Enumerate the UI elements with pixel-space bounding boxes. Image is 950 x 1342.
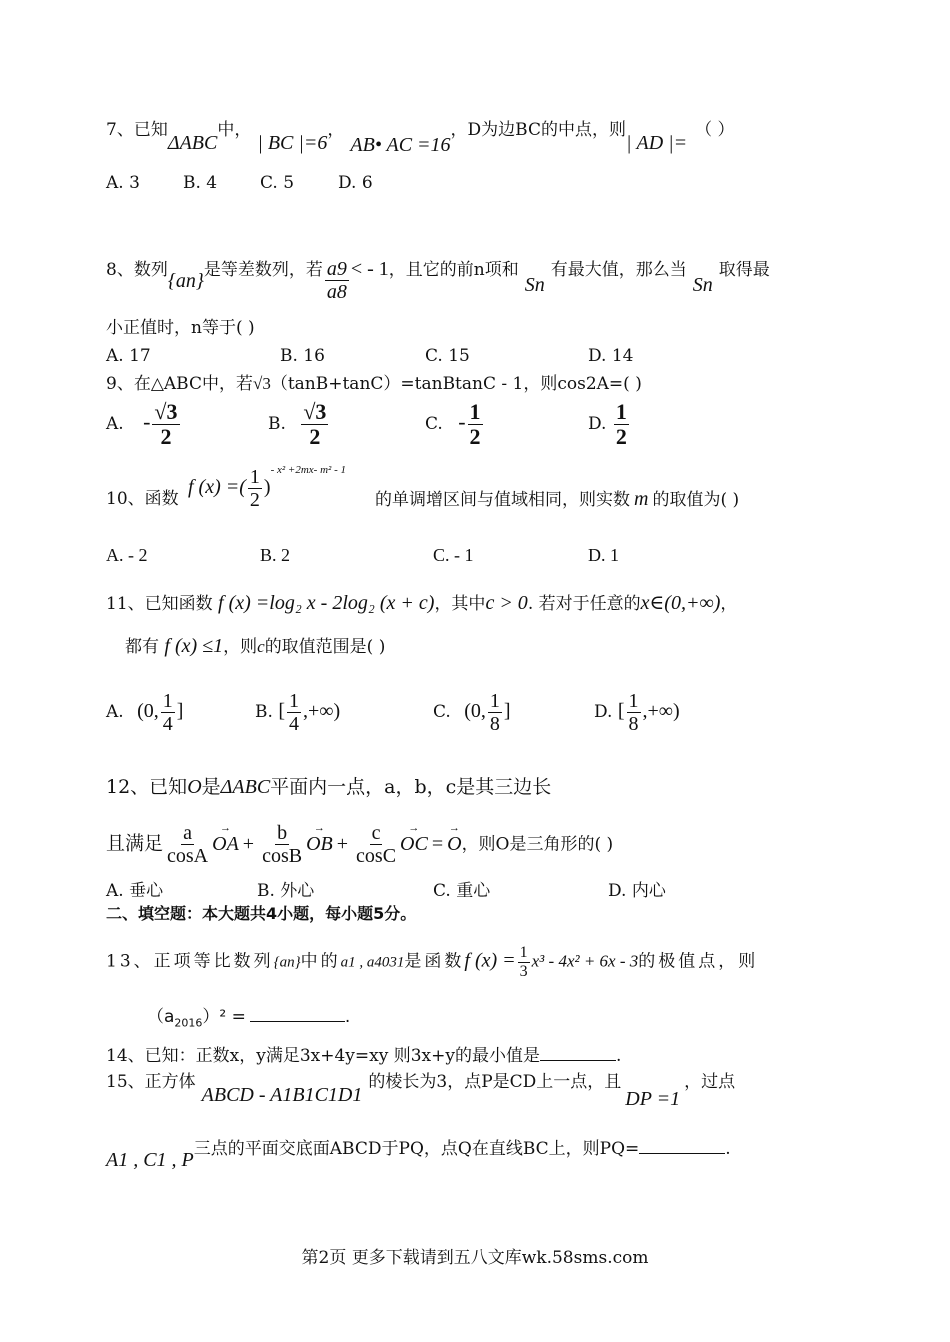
q15-line-2: [106, 1137, 731, 1171]
q10-half-num: 1: [249, 466, 260, 488]
q11-text-3: ，: [720, 594, 738, 614]
q9-a-fraction: [152, 400, 179, 449]
q9-c-sign: -: [458, 409, 466, 435]
q12-vec-zero: → O: [447, 833, 461, 855]
q12-l2-text: 且满足: [106, 832, 164, 855]
q7-dot-product: AB• AC =16: [350, 134, 451, 156]
q10-option-b: B. 2: [260, 545, 291, 565]
q9-b-den: 2: [309, 424, 321, 450]
q10-option-d: D. 1: [588, 545, 619, 565]
q11-c-fraction: [488, 690, 502, 735]
q14-text: 14、已知：正数x，y满足3x+4y=xy 则3x+y的最小值是: [106, 1046, 540, 1066]
q8-option-a: A. 17: [106, 346, 151, 366]
q8-option-d: D. 14: [588, 346, 634, 366]
q11-c-num: 1: [489, 690, 500, 712]
q9-option-a: [106, 400, 182, 449]
question-13: [106, 944, 758, 980]
q10-option-c: C. - 1: [433, 545, 474, 565]
q11-b-label: B.: [255, 702, 273, 722]
q10-text: 的单调增区间与值域相同，则实数: [375, 490, 630, 510]
q13-sequence: {an}: [273, 954, 301, 971]
q8-prefix: 8、数列: [106, 260, 168, 280]
question-9: [106, 373, 642, 395]
q11-cond: c > 0: [485, 592, 528, 614]
q8-text: 是等差数列，若: [203, 260, 323, 280]
q15-text-2: ，过点: [684, 1072, 736, 1092]
q13-period: .: [344, 1007, 351, 1027]
question-11: [106, 592, 737, 615]
q9-c-label: C.: [425, 414, 443, 435]
q9-b-fraction: [301, 400, 328, 449]
q11-option-b: [255, 690, 340, 735]
q11-option-a: [106, 690, 183, 735]
q7-option-c: C. 5: [260, 173, 295, 193]
q12-fc-den: cosC: [356, 845, 397, 867]
q11-prefix: 11、已知函数: [106, 594, 213, 614]
q11-d-den: 8: [628, 713, 639, 735]
q11-c-post: ]: [503, 700, 511, 722]
q11-text-2: . 若对于任意的: [527, 594, 641, 614]
q12-text-2: 平面内一点，a，b，c是其三边长: [270, 776, 552, 798]
q12-frac-b: [260, 822, 304, 867]
q9-a-sign: -: [143, 409, 151, 435]
q12-option-d: D. 内心: [608, 881, 666, 901]
q12-vec-ob: → OB: [306, 833, 333, 855]
q11-a-post: ]: [176, 700, 184, 722]
q11-c-pre: (0,: [464, 700, 486, 722]
q11-option-d: [594, 690, 680, 735]
q10-fx: f (x) =(: [188, 476, 246, 498]
q12-plus-2: +: [336, 832, 349, 855]
q12-fb-den: cosB: [262, 845, 303, 867]
q9-option-d: [588, 400, 631, 449]
q11-text: ，其中: [434, 594, 486, 614]
q11-d-pre: [: [617, 700, 625, 722]
q13-answer-blank[interactable]: [250, 1007, 345, 1022]
q15-dp: DP =1: [625, 1088, 681, 1110]
q9-a-label: A.: [106, 414, 124, 435]
q15-answer-blank[interactable]: [639, 1139, 725, 1154]
q9-c-den: 2: [469, 424, 481, 450]
q8-inequality: < - 1: [350, 258, 389, 280]
q12-option-b: B. 外心: [257, 881, 315, 901]
q12-fb-num: b: [277, 822, 288, 844]
q11-domain: x∈(0,+∞): [640, 592, 721, 614]
q13-subscript: 2016: [174, 1016, 203, 1030]
q8-sn: Sn: [524, 274, 545, 296]
q12-eq: =: [431, 832, 444, 855]
q12-fa-num: a: [183, 822, 193, 844]
q15-text: 的棱长为3，点P是CD上一点，且: [368, 1072, 622, 1092]
q11-l2-text-2: ，则: [223, 637, 258, 657]
q13-poly: x³ - 4x² + 6x - 3: [531, 951, 639, 971]
q12-o: O: [187, 776, 202, 798]
q12-prefix: 12、已知: [106, 776, 188, 798]
q7-text-2: ，D为边BC的中点，则: [450, 120, 626, 140]
q7-ad: | AD |=: [626, 132, 688, 154]
q11-c-label: C.: [433, 702, 451, 722]
q12-text: 是: [201, 776, 221, 798]
question-14: [106, 1045, 621, 1067]
q8-text-3: 有最大值，那么当: [550, 260, 687, 280]
q11-b-pre: [: [278, 700, 285, 722]
q9-d-label: D.: [588, 414, 607, 435]
q12-vec-oc: → OC: [400, 833, 428, 855]
q11-a-label: A.: [106, 702, 124, 722]
q10-half: [248, 466, 262, 511]
q12-line-2: [106, 822, 613, 867]
q13-text-2: 是函数: [404, 951, 465, 972]
q7-triangle: ΔABC: [167, 132, 218, 154]
q9-b-num: √3: [303, 399, 327, 424]
q13-l2-sq: ）² =: [202, 1007, 246, 1027]
q15-period: .: [725, 1139, 731, 1159]
q11-l2-ineq: f (x) ≤1: [164, 635, 224, 657]
q10-option-a: A. - 2: [106, 545, 148, 565]
q9-b-label: B.: [268, 414, 286, 435]
q8-text-2: ，且它的前n项和: [388, 260, 519, 280]
q9-a-num: √3: [154, 399, 178, 424]
q11-b-num: 1: [288, 690, 299, 712]
q11-a-pre: (0,: [137, 700, 159, 722]
q7-text: 中，: [217, 120, 252, 140]
q11-a-num: 1: [162, 690, 173, 712]
q9-c-num: 1: [469, 399, 481, 424]
q8-frac-den: a8: [326, 281, 347, 303]
q7-bc: | BC |=6: [257, 132, 328, 154]
q9-option-c: [425, 400, 485, 449]
q11-d-num: 1: [628, 690, 639, 712]
q8-line-2: 小正值时，n等于( ): [106, 318, 255, 338]
question-15: [106, 1070, 736, 1110]
q7-option-d: D. 6: [338, 173, 373, 193]
q9-d-num: 1: [615, 399, 627, 424]
q11-l2-c: c: [257, 637, 265, 656]
q8-frac-num: a9: [326, 258, 347, 280]
q10-text-2: 的取值为( ): [652, 490, 740, 510]
q13-terms: a1 , a4031: [340, 954, 405, 971]
q10-paren: ): [263, 476, 271, 498]
q7-option-a: A. 3: [106, 173, 140, 193]
q7-comma: ，: [327, 120, 345, 140]
q12-frac-a: [165, 822, 210, 867]
q9-d-fraction: [614, 400, 629, 449]
q14-period: .: [615, 1046, 622, 1066]
q9-sqrt: √3: [252, 374, 271, 393]
q11-b-fraction: [287, 690, 301, 735]
q13-func: f (x) =: [464, 949, 516, 972]
q11-a-fraction: [161, 690, 175, 735]
q15-points: A1 , C1 , P: [106, 1149, 194, 1171]
q13-text-3: 的极值点，则: [638, 951, 759, 972]
q9-c-fraction: [468, 400, 483, 449]
q11-a-den: 4: [162, 713, 173, 735]
q11-b-post: ,+∞): [302, 700, 341, 722]
question-12: [106, 776, 551, 798]
q8-option-b: B. 16: [280, 346, 325, 366]
q10-exponent: - x² +2mx- m² - 1: [270, 464, 347, 476]
q15-prefix: 15、正方体: [106, 1072, 196, 1092]
section-2-heading: 二、填空题：本大题共4小题，每小题5分。: [106, 904, 417, 923]
q11-func: f (x) =log₂ x - 2log₂ (x + c): [218, 592, 435, 614]
q13-prefix: 13、正项等比数列: [106, 951, 274, 972]
q10-text-line: [375, 488, 739, 511]
q13-frac-num: 1: [519, 944, 528, 961]
q12-fc-num: c: [371, 822, 381, 844]
q8-fraction: [325, 258, 349, 303]
q12-vec-oa: → OA: [212, 833, 239, 855]
question-8: [106, 248, 770, 303]
q15-cube: ABCD - A1B1C1D1: [201, 1084, 363, 1106]
q12-triangle: ΔABC: [220, 776, 271, 798]
q13-line-2: [147, 1006, 350, 1034]
q12-fa-den: cosA: [167, 845, 209, 867]
q8-option-c: C. 15: [425, 346, 470, 366]
q10-m: m: [634, 488, 649, 510]
q8-sn-2: Sn: [692, 274, 713, 296]
q8-sequence: {an}: [167, 270, 204, 292]
q12-option-c: C. 重心: [433, 881, 491, 901]
q12-option-a: A. 垂心: [106, 881, 164, 901]
q11-l2-text-3: 的取值范围是( ): [264, 637, 386, 657]
q15-text-3: 三点的平面交底面ABCD于PQ，点Q在直线BC上，则PQ=: [193, 1139, 640, 1159]
q11-option-c: [433, 690, 511, 735]
q9-option-b: [268, 400, 330, 449]
q7-option-b: B. 4: [183, 173, 218, 193]
q9-text: 9、在△ABC中，若: [106, 374, 253, 394]
q14-answer-blank[interactable]: [540, 1046, 616, 1061]
q9-d-den: 2: [615, 424, 627, 450]
q11-line-2: [125, 635, 385, 658]
q11-d-label: D.: [594, 702, 613, 722]
page-footer: 第2页 更多下载请到五八文库wk.58sms.com: [301, 1248, 649, 1268]
q9-text-2: （tanB+tanC）=tanBtanC - 1，则cos2A=( ): [270, 374, 642, 394]
q11-d-post: ,+∞): [642, 700, 680, 722]
q13-text: 中的: [300, 951, 341, 972]
question-7: [106, 118, 735, 156]
q11-c-den: 8: [489, 713, 500, 735]
q12-plus-1: +: [242, 832, 255, 855]
q13-frac: [518, 944, 530, 980]
q7-prefix: 7、已知: [106, 120, 168, 140]
q10-formula: [188, 466, 346, 511]
q11-d-fraction: [627, 690, 641, 735]
question-10: [106, 488, 179, 510]
q12-frac-c: [354, 822, 398, 867]
q12-l2-text-2: ，则O是三角形的( ): [461, 834, 614, 855]
q13-frac-den: 3: [519, 962, 528, 980]
q7-paren: （ ）: [695, 120, 735, 140]
q9-a-den: 2: [160, 424, 172, 450]
q11-l2-text: 都有: [125, 637, 159, 657]
q10-half-den: 2: [249, 489, 260, 511]
q11-b-den: 4: [288, 713, 299, 735]
q10-prefix: 10、函数: [106, 489, 179, 509]
q13-l2-paren: （a: [147, 1007, 175, 1027]
q8-text-4: 取得最: [718, 260, 770, 280]
